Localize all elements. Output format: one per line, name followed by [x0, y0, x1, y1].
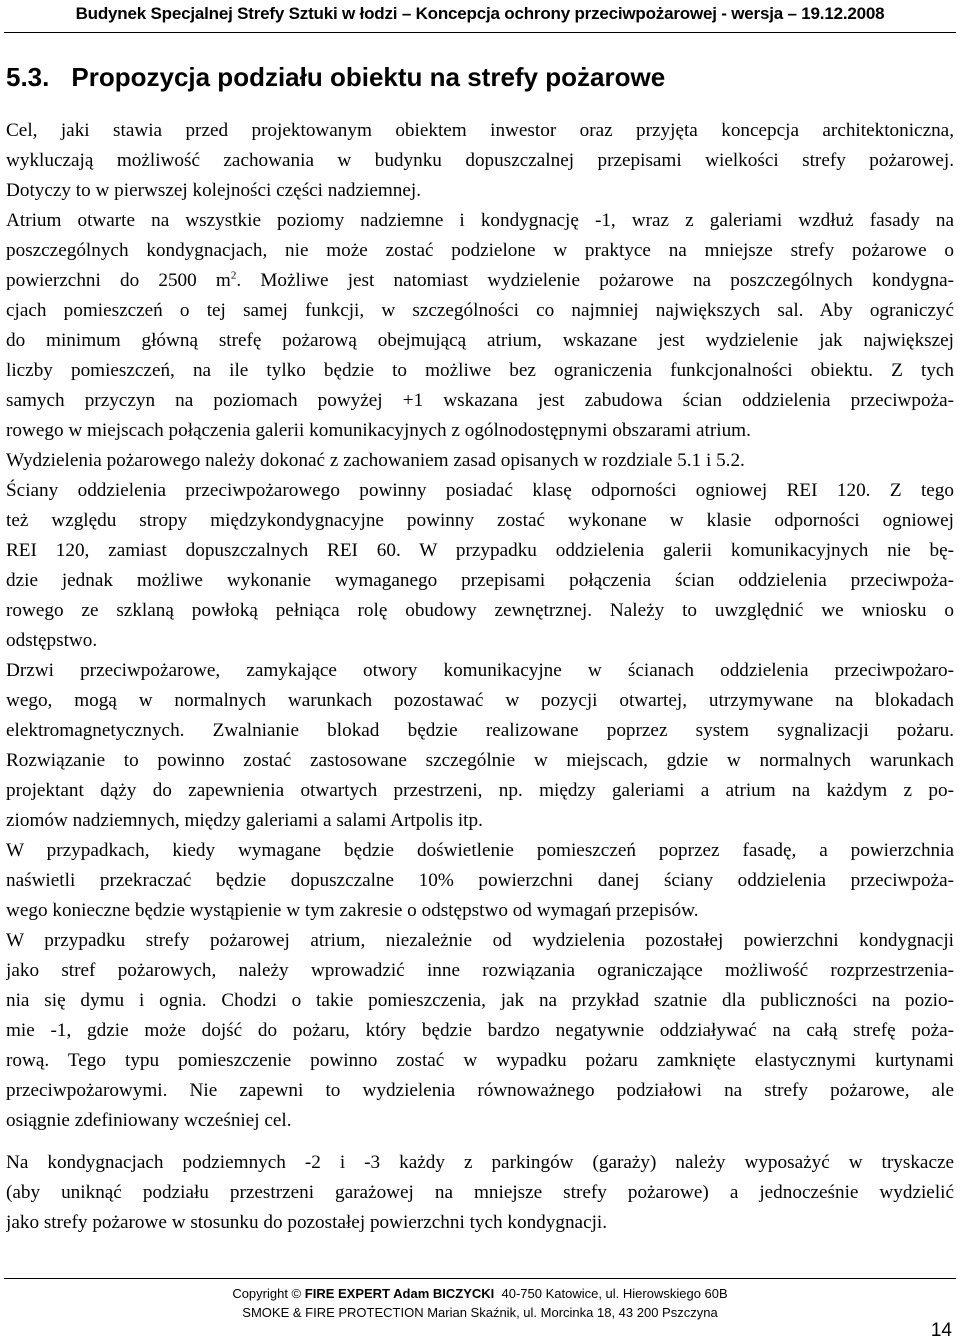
text-line: W przypadkach, kiedy wymagane będzie doświetlenie pomieszczeń poprzez fasadę, a powierzchnia: [6, 840, 954, 861]
text-line: Atrium otwarte na wszystkie poziomy nadziemne i kondygnację -1, wraz z galeriami wzdłuż fasady na: [6, 210, 954, 231]
text-line: ziomów nadziemnych, między galeriami a salami Artpolis itp.: [6, 810, 483, 831]
header-divider: [4, 32, 956, 33]
text-line: rową. Tego typu pomieszczenie powinno zostać w wypadku pożaru zamknięte elastycznymi kurtynami: [6, 1050, 954, 1071]
text-line: W przypadku strefy pożarowej atrium, niezależnie od wydzielenia pozostałej powierzchni kondygnacji: [6, 930, 954, 951]
text-line: nia się dymu i ognia. Chodzi o takie pomieszczenia, jak na przykład szatnie dla publiczności na pozio-: [6, 990, 954, 1011]
text-line: mie -1, gdzie może dojść do pożaru, który będzie bardzo negatywnie oddziaływać na całą strefę poża-: [6, 1020, 954, 1041]
text-line: projektant dąży do zapewnienia otwartych przestrzeni, np. między galeriami a atrium na każdym z po-: [6, 780, 954, 801]
text-line: poszczególnych kondygnacjach, nie może zostać podzielone w praktyce na mniejsze strefy pożarowe o: [6, 240, 954, 261]
text-line: Na kondygnacjach podziemnych -2 i -3 każdy z parkingów (garaży) należy wyposażyć w tryskacze: [6, 1152, 954, 1173]
text-line: (aby uniknąć podziału przestrzeni garażowej na mniejsze strefy pożarowe) a jednocześnie wydzielić: [6, 1182, 954, 1203]
text-line: REI 120, zamiast dopuszczalnych REI 60. W przypadku oddzielenia galerii komunikacyjnych nie bę-: [6, 540, 954, 561]
section-number: 5.3.: [6, 62, 50, 92]
text-line: Rozwiązanie to powinno zostać zastosowane szczególnie w miejscach, gdzie w normalnych warunkach: [6, 750, 954, 771]
text-line: Wydzielenia pożarowego należy dokonać z zachowaniem zasad opisanych w rozdziale 5.1 i 5.2.: [6, 450, 745, 471]
text-line: naświetli przekraczać będzie dopuszczalne 10% powierzchni danej ściany oddzielenia przeciwpoża-: [6, 870, 954, 891]
text-line: Dotyczy to w pierwszej kolejności części nadziemnej.: [6, 180, 422, 201]
footer-line-1: [0, 1284, 960, 1303]
section-title: [6, 62, 665, 93]
text-line: też względu stropy międzykondygnacyjne powinny zostać wykonane w klasie odporności ogniowej: [6, 510, 954, 531]
text-line: Cel, jaki stawia przed projektowanym obiektem inwestor oraz przyjęta koncepcja architektoniczna,: [6, 120, 954, 141]
text-line: liczby pomieszczeń, na ile tylko będzie to możliwe bez ograniczenia funkcjonalności obiektu. Z tych: [6, 360, 954, 381]
page-footer: [0, 1284, 960, 1322]
superscript: 2: [230, 269, 237, 282]
text-line: elektromagnetycznych. Zwalnianie blokad będzie realizowane poprzez system sygnalizacji pożaru.: [6, 720, 954, 741]
text-line: [6, 266, 954, 296]
footer-divider: [4, 1278, 956, 1279]
text-line: wego konieczne będzie wystąpienie w tym zakresie o odstępstwo od wymagań przepisów.: [6, 900, 699, 921]
text-line: rowego w miejscach połączenia galerii komunikacyjnych z ogólnodostępnymi obszarami atrium.: [6, 420, 751, 441]
page-number: 14: [930, 1320, 952, 1341]
footer-line-2: SMOKE & FIRE PROTECTION Marian Skaźnik, ul. Morcinka 18, 43 200 Pszczyna: [242, 1305, 718, 1320]
text-fragment: powierzchni do 2500 m: [6, 270, 231, 291]
company-name: FIRE EXPERT Adam BICZYCKI: [304, 1286, 495, 1301]
text-line: Drzwi przeciwpożarowe, zamykające otwory komunikacyjne w ścianach oddzielenia przeciwpożaro-: [6, 660, 954, 681]
company-address: 40-750 Katowice, ul. Hierowskiego 60B: [501, 1286, 728, 1301]
text-line: wego, mogą w normalnych warunkach pozostawać w pozycji otwartej, utrzymywane na blokadach: [6, 690, 954, 711]
text-line: cjach pomieszczeń o tej samej funkcji, w szczególności co najmniej największych sal. Aby ograniczyć: [6, 300, 954, 321]
text-line: do minimum główną strefę pożarową obejmującą atrium, wskazane jest wydzielenie jak największej: [6, 330, 954, 351]
copyright-label: Copyright ©: [232, 1286, 302, 1301]
paragraph-gap: [6, 1136, 954, 1148]
text-line: rowego ze szklaną powłoką pełniąca rolę obudowy zewnętrznej. Należy to uwzględnić we wniosku o: [6, 600, 954, 621]
text-line: jako stref pożarowych, należy wprowadzić inne rozwiązania ograniczające możliwość rozprzestrzenia-: [6, 960, 954, 981]
text-line: osiągnie zdefiniowany wcześniej cel.: [6, 1110, 292, 1131]
page-header: Budynek Specjalnej Strefy Sztuki w łodzi – Koncepcja ochrony przeciwpożarowej - wersja – 19.12.2008: [75, 4, 885, 23]
text-line: jako strefy pożarowe w stosunku do pozostałej powierzchni tych kondygnacji.: [6, 1212, 608, 1233]
section-title-text: Propozycja podziału obiektu na strefy pożarowe: [71, 62, 666, 92]
text-line: przeciwpożarowymi. Nie zapewni to wydzielenia równoważnego podziałowi na strefy pożarowe, ale: [6, 1080, 954, 1101]
text-line: wykluczają możliwość zachowania w budynku dopuszczalnej przepisami wielkości strefy pożarowej.: [6, 150, 954, 171]
body-text: [6, 116, 954, 1238]
text-line: samych przyczyn na poziomach powyżej +1 wskazana jest zabudowa ścian oddzielenia przeciwpoża-: [6, 390, 954, 411]
text-line: dzie jednak możliwe wykonanie wymaganego przepisami połączenia ścian oddzielenia przeciwpoża-: [6, 570, 954, 591]
text-line: odstępstwo.: [6, 630, 98, 651]
text-fragment: . Możliwe jest natomiast wydzielenie pożarowe na poszczególnych kondygna-: [236, 270, 954, 291]
text-line: Ściany oddzielenia przeciwpożarowego powinny posiadać klasę odporności ogniowej REI 120. Z tego: [6, 480, 954, 501]
